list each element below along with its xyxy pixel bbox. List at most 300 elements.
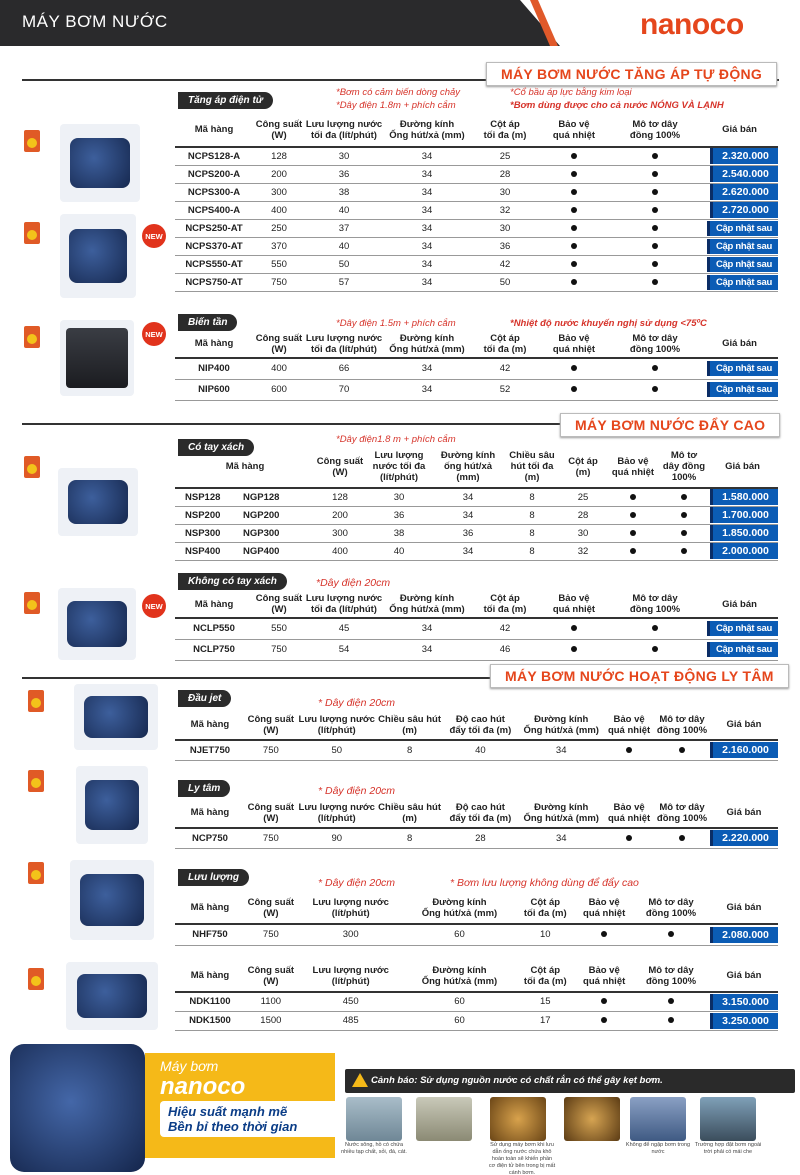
col-header: Công suất (W) xyxy=(245,892,297,924)
col-header: Cột áp (m) xyxy=(561,446,605,488)
check-dot-icon xyxy=(601,1017,607,1023)
spec-cell: 300 xyxy=(297,924,405,945)
col-header: Cột áp tối đa (m) xyxy=(471,330,539,358)
table-row xyxy=(175,542,778,560)
new-badge: NEW xyxy=(142,594,166,618)
note: *Dây điện 20cm xyxy=(316,577,391,589)
col-header: Mã hàng xyxy=(175,710,245,740)
feature-cell xyxy=(609,183,701,201)
spec-cell: 57 xyxy=(305,273,383,291)
table-row xyxy=(175,618,778,639)
spec-cell: 34 xyxy=(383,255,471,273)
price-cell xyxy=(701,618,778,639)
price-tag: 1.700.000 xyxy=(710,507,778,523)
product-code-alt: NGP400 xyxy=(243,545,280,557)
price-cell xyxy=(707,524,778,542)
promo-brand: nanoco xyxy=(160,1073,246,1100)
col-header: Cột áp tối đa (m) xyxy=(514,892,576,924)
spec-cell: 34 xyxy=(383,237,471,255)
spec-cell: 60 xyxy=(405,1011,515,1030)
price-tag: Cập nhật sau xyxy=(707,361,778,376)
feature-cell xyxy=(661,488,707,506)
col-header: Bảo vệ quá nhiệt xyxy=(539,113,609,147)
product-code: NJET750 xyxy=(175,740,245,760)
spec-cell: 25 xyxy=(561,488,605,506)
col-header: Đường kính Ống hút/xả (mm) xyxy=(518,710,604,740)
col-header: Công suất (W) xyxy=(253,330,305,358)
table-row xyxy=(175,201,778,219)
table-row xyxy=(175,255,778,273)
section-title-centrifugal: MÁY BƠM NƯỚC HOẠT ĐỘNG LY TÂM xyxy=(490,664,789,688)
section-title-booster: MÁY BƠM NƯỚC TĂNG ÁP TỰ ĐỘNG xyxy=(486,62,777,86)
price-cell xyxy=(710,828,778,848)
table-row xyxy=(175,183,778,201)
product-image xyxy=(60,214,136,298)
check-dot-icon xyxy=(681,530,687,536)
col-header: Giá bán xyxy=(710,710,778,740)
table-row xyxy=(175,506,778,524)
feature-cell xyxy=(609,147,701,165)
check-dot-icon xyxy=(668,931,674,937)
table-row xyxy=(175,147,778,165)
spec-cell: 750 xyxy=(253,273,305,291)
feature-cell xyxy=(539,237,609,255)
promo-slogan xyxy=(160,1101,340,1137)
price-tag: Cập nhật sau xyxy=(707,642,778,657)
col-header: Mã hàng xyxy=(175,330,253,358)
spec-cell: 42 xyxy=(471,255,539,273)
spec-cell: 38 xyxy=(365,524,433,542)
price-cell xyxy=(701,165,778,183)
spec-cell: 46 xyxy=(471,639,539,660)
price-cell xyxy=(701,201,778,219)
table-row xyxy=(175,219,778,237)
feature-cell xyxy=(605,542,661,560)
product-code: NCPS128-A xyxy=(175,147,253,165)
award-badge-icon xyxy=(28,770,44,792)
feature-cell xyxy=(609,255,701,273)
price-tag: 2.540.000 xyxy=(710,166,778,182)
river-photo xyxy=(346,1097,402,1141)
col-header: Bảo vệ quá nhiệt xyxy=(604,710,654,740)
table-row xyxy=(175,828,778,848)
feature-cell xyxy=(609,165,701,183)
product-code: NCPS250-AT xyxy=(175,219,253,237)
check-dot-icon xyxy=(571,365,577,371)
category-label-electronic: Tăng áp điện tử xyxy=(178,92,273,109)
feature-cell xyxy=(576,992,632,1011)
check-dot-icon xyxy=(571,243,577,249)
check-dot-icon xyxy=(571,171,577,177)
feature-cell xyxy=(609,237,701,255)
check-dot-icon xyxy=(571,261,577,267)
spec-cell: 36 xyxy=(433,524,503,542)
table-row xyxy=(175,992,778,1011)
note: *Dây điện1.8 m + phích cắm xyxy=(336,434,456,445)
feature-cell xyxy=(539,219,609,237)
spec-cell: 40 xyxy=(365,542,433,560)
spec-cell: 40 xyxy=(443,740,519,760)
product-code-alt: NGP200 xyxy=(243,509,280,521)
photo-caption: Nước sông, hồ có chứa nhiều tạp chất, sỏi, đá, cát. xyxy=(341,1142,407,1155)
feature-cell xyxy=(539,639,609,660)
col-header: Bảo vệ quá nhiệt xyxy=(605,446,661,488)
category-label-inverter: Biến tần xyxy=(178,314,237,331)
spec-cell: 30 xyxy=(365,488,433,506)
price-tag: 1.850.000 xyxy=(710,525,778,541)
price-cell xyxy=(710,740,778,760)
table-row xyxy=(175,165,778,183)
spec-cell: 34 xyxy=(518,740,604,760)
spec-cell: 50 xyxy=(471,273,539,291)
code-cell xyxy=(175,524,315,542)
col-header: Chiều sâu hút tối đa (m) xyxy=(503,446,561,488)
price-tag: Cập nhật sau xyxy=(707,621,778,636)
check-dot-icon xyxy=(571,225,577,231)
spec-cell: 200 xyxy=(315,506,365,524)
col-header: Mã hàng xyxy=(175,892,245,924)
price-tag: 2.620.000 xyxy=(710,184,778,200)
col-header: Mã hàng xyxy=(175,113,253,147)
check-dot-icon xyxy=(652,386,658,392)
spec-cell: 600 xyxy=(253,379,305,400)
spec-cell: 34 xyxy=(433,488,503,506)
spec-cell: 28 xyxy=(561,506,605,524)
spec-cell: 8 xyxy=(377,740,443,760)
booster-table xyxy=(175,113,778,292)
col-header: Giá bán xyxy=(701,113,778,147)
price-cell xyxy=(701,273,778,291)
no-handle-table xyxy=(175,591,778,661)
price-cell xyxy=(710,992,778,1011)
col-header: Giá bán xyxy=(701,330,778,358)
product-code: NCP750 xyxy=(175,828,245,848)
spec-cell: 34 xyxy=(383,379,471,400)
table-row xyxy=(175,358,778,379)
price-cell xyxy=(701,219,778,237)
table-row xyxy=(175,488,778,506)
price-tag: 2.000.000 xyxy=(710,543,778,559)
col-header: Bảo vệ quá nhiệt xyxy=(539,330,609,358)
spec-cell: 34 xyxy=(383,273,471,291)
spec-cell: 34 xyxy=(383,618,471,639)
col-header: Đường kính Ống hút/xả (mm) xyxy=(383,330,471,358)
feature-cell xyxy=(604,828,654,848)
price-cell xyxy=(707,506,778,524)
price-tag: Cập nhật sau xyxy=(707,257,778,272)
product-code: NCLP550 xyxy=(175,618,253,639)
feature-cell xyxy=(609,201,701,219)
spec-cell: 200 xyxy=(253,165,305,183)
warning-icon xyxy=(352,1073,368,1087)
price-cell xyxy=(701,255,778,273)
col-header: Công suất (W) xyxy=(253,113,305,147)
spec-cell: 370 xyxy=(253,237,305,255)
spec-cell: 300 xyxy=(315,524,365,542)
award-badge-icon xyxy=(28,862,44,884)
feature-cell xyxy=(539,358,609,379)
price-tag: 3.150.000 xyxy=(710,994,778,1010)
feature-cell xyxy=(632,924,710,945)
feature-cell xyxy=(576,924,632,945)
col-header: Lưu lượng nước tối đa (lít/phút) xyxy=(305,113,383,147)
spec-cell: 42 xyxy=(471,358,539,379)
col-header: Mã hàng xyxy=(175,798,245,828)
feature-cell xyxy=(604,740,654,760)
feature-cell xyxy=(661,506,707,524)
spec-cell: 10 xyxy=(514,924,576,945)
col-header: Lưu lượng nước (lít/phút) xyxy=(297,960,405,992)
col-header: Cột áp tối đa (m) xyxy=(514,960,576,992)
spec-cell: 50 xyxy=(305,255,383,273)
col-header: Cột áp tối đa (m) xyxy=(471,113,539,147)
spec-cell: 28 xyxy=(443,828,519,848)
category-label-jet: Đầu jet xyxy=(178,690,231,707)
check-dot-icon xyxy=(626,747,632,753)
product-code: NCPS400-A xyxy=(175,201,253,219)
product-image xyxy=(60,124,140,202)
product-image xyxy=(58,588,136,660)
price-cell xyxy=(710,1011,778,1030)
check-dot-icon xyxy=(652,243,658,249)
spec-cell: 50 xyxy=(297,740,377,760)
price-tag: 1.580.000 xyxy=(710,489,778,505)
price-tag: Cập nhật sau xyxy=(707,275,778,290)
section-title-high-lift: MÁY BƠM NƯỚC ĐẨY CAO xyxy=(560,413,780,437)
award-badge-icon xyxy=(24,326,40,348)
table-row xyxy=(175,740,778,760)
col-header: Mã hàng xyxy=(175,960,245,992)
price-cell xyxy=(701,379,778,400)
note: *Dây điện 1.5m + phích cắm xyxy=(336,318,456,329)
spec-cell: 34 xyxy=(433,542,503,560)
check-dot-icon xyxy=(652,225,658,231)
award-badge-icon xyxy=(24,456,40,478)
feature-cell xyxy=(661,524,707,542)
note: *Cổ bầu áp lực bằng kim loại xyxy=(510,87,632,98)
table-row xyxy=(175,524,778,542)
col-header: Độ cao hút đẩy tối đa (m) xyxy=(443,710,519,740)
feature-cell xyxy=(605,488,661,506)
col-header: Độ cao hút đẩy tối đa (m) xyxy=(443,798,519,828)
centrifugal-table xyxy=(175,798,778,849)
check-dot-icon xyxy=(630,512,636,518)
product-image xyxy=(66,962,158,1030)
check-dot-icon xyxy=(626,835,632,841)
spec-cell: 17 xyxy=(514,1011,576,1030)
warning-banner xyxy=(345,1069,795,1093)
col-header: Lưu lượng nước tối đa (lít/phút) xyxy=(305,591,383,618)
table-row xyxy=(175,273,778,291)
col-header: Giá bán xyxy=(710,892,778,924)
spec-cell: 40 xyxy=(305,237,383,255)
col-header: Cột áp tối đa (m) xyxy=(471,591,539,618)
product-image xyxy=(76,766,148,844)
promo-slogan-line: Hiệu suất mạnh mẽ xyxy=(168,1104,288,1119)
spec-cell: 8 xyxy=(377,828,443,848)
spec-cell: 34 xyxy=(383,183,471,201)
spec-cell: 128 xyxy=(315,488,365,506)
spec-cell: 36 xyxy=(471,237,539,255)
price-cell xyxy=(707,542,778,560)
check-dot-icon xyxy=(668,998,674,1004)
price-tag: 2.160.000 xyxy=(710,742,778,758)
col-header: Công suất (W) xyxy=(245,710,297,740)
spec-cell: 36 xyxy=(365,506,433,524)
check-dot-icon xyxy=(652,207,658,213)
note: * Dây điện 20cm xyxy=(318,785,396,797)
check-dot-icon xyxy=(652,365,658,371)
award-badge-icon xyxy=(24,130,40,152)
new-badge: NEW xyxy=(142,322,166,346)
col-header: Đường kính Ống hút/xả (mm) xyxy=(405,892,515,924)
feature-cell xyxy=(609,379,701,400)
code-cell xyxy=(175,542,315,560)
spec-cell: 52 xyxy=(471,379,539,400)
spec-cell: 90 xyxy=(297,828,377,848)
col-header: Công suất (W) xyxy=(315,446,365,488)
feature-cell xyxy=(609,639,701,660)
spec-cell: 8 xyxy=(503,524,561,542)
note: * Dây điện 20cm xyxy=(318,877,396,889)
spec-cell: 30 xyxy=(305,147,383,165)
check-dot-icon xyxy=(571,386,577,392)
note: * Dây điện 20cm xyxy=(318,697,396,709)
col-header: Mô tơ dây đồng 100% xyxy=(609,330,701,358)
product-code: NCPS200-A xyxy=(175,165,253,183)
col-header: Bảo vệ quá nhiệt xyxy=(576,960,632,992)
col-header: Mô tơ dây đồng 100% xyxy=(654,798,710,828)
price-tag: Cập nhật sau xyxy=(707,382,778,397)
col-header: Đường kính Ống hút/xả (mm) xyxy=(405,960,515,992)
col-header: Giá bán xyxy=(707,446,778,488)
stream-photo xyxy=(416,1097,472,1141)
spec-cell: 30 xyxy=(561,524,605,542)
photo-caption: Không để ngập bơm trong nước xyxy=(625,1142,691,1155)
impeller-photo xyxy=(564,1097,620,1141)
spec-cell: 30 xyxy=(471,219,539,237)
product-image xyxy=(60,320,134,396)
product-code-alt: NGP300 xyxy=(243,527,280,539)
col-header: Đường kính Ống hút/xả (mm) xyxy=(518,798,604,828)
price-cell xyxy=(701,358,778,379)
feature-cell xyxy=(539,273,609,291)
product-code: NDK1500 xyxy=(175,1011,245,1030)
table-row xyxy=(175,639,778,660)
col-header: Bảo vệ quá nhiệt xyxy=(604,798,654,828)
spec-cell: 42 xyxy=(471,618,539,639)
spec-cell: 34 xyxy=(383,147,471,165)
spec-cell: 25 xyxy=(471,147,539,165)
feature-cell xyxy=(609,219,701,237)
spec-cell: 400 xyxy=(315,542,365,560)
col-header: Lưu lượng nước tối đa (lít/phút) xyxy=(305,330,383,358)
flow-table xyxy=(175,892,778,946)
feature-cell xyxy=(539,165,609,183)
spec-cell: 550 xyxy=(253,255,305,273)
product-code: NHF750 xyxy=(175,924,245,945)
table-row xyxy=(175,379,778,400)
check-dot-icon xyxy=(652,171,658,177)
page-title: MÁY BƠM NƯỚC xyxy=(22,12,168,31)
spec-cell: 750 xyxy=(245,828,297,848)
spec-cell: 8 xyxy=(503,506,561,524)
feature-cell xyxy=(539,255,609,273)
feature-cell xyxy=(539,618,609,639)
col-header: Bảo vệ quá nhiệt xyxy=(576,892,632,924)
note: *Nhiệt độ nước khuyến nghị sử dụng <75ºC xyxy=(510,318,707,329)
feature-cell xyxy=(605,506,661,524)
table-row xyxy=(175,1011,778,1030)
spec-cell: 32 xyxy=(471,201,539,219)
col-header: Công suất (W) xyxy=(253,591,305,618)
impeller-photo xyxy=(490,1097,546,1141)
check-dot-icon xyxy=(571,207,577,213)
spec-cell: 34 xyxy=(383,165,471,183)
spec-cell: 70 xyxy=(305,379,383,400)
check-dot-icon xyxy=(652,189,658,195)
promo-slogan-line: Bền bỉ theo thời gian xyxy=(168,1119,298,1134)
spec-cell: 28 xyxy=(471,165,539,183)
outdoor-pump-photo xyxy=(700,1097,756,1141)
award-badge-icon xyxy=(28,690,44,712)
check-dot-icon xyxy=(601,931,607,937)
product-code: NCPS300-A xyxy=(175,183,253,201)
handle-table xyxy=(175,446,778,561)
category-label-no-handle: Không có tay xách xyxy=(178,573,287,590)
col-header: Mô tơ dây đồng 100% xyxy=(654,710,710,740)
col-header: Chiều sâu hút (m) xyxy=(377,710,443,740)
category-label-handle: Có tay xách xyxy=(178,439,254,456)
check-dot-icon xyxy=(601,998,607,1004)
product-code: NIP600 xyxy=(175,379,253,400)
price-cell xyxy=(701,639,778,660)
feature-cell xyxy=(539,147,609,165)
feature-cell xyxy=(605,524,661,542)
check-dot-icon xyxy=(571,625,577,631)
check-dot-icon xyxy=(652,625,658,631)
spec-cell: 66 xyxy=(305,358,383,379)
col-header: Giá bán xyxy=(701,591,778,618)
price-tag: Cập nhật sau xyxy=(707,239,778,254)
photo-caption: Trường hợp đặt bơm ngoài trời phải có mái che xyxy=(694,1142,762,1155)
price-cell xyxy=(710,924,778,945)
promo-pump-image xyxy=(10,1044,145,1172)
spec-cell: 34 xyxy=(383,201,471,219)
spec-cell: 300 xyxy=(253,183,305,201)
price-cell xyxy=(701,147,778,165)
product-image xyxy=(70,860,154,940)
ndk-table xyxy=(175,960,778,1031)
check-dot-icon xyxy=(630,530,636,536)
spec-cell: 400 xyxy=(253,201,305,219)
spec-cell: 34 xyxy=(383,219,471,237)
col-header: Mô tơ dây đồng 100% xyxy=(661,446,707,488)
spec-cell: 37 xyxy=(305,219,383,237)
col-header: Công suất (W) xyxy=(245,798,297,828)
col-header: Đường kính ống hút/xả (mm) xyxy=(433,446,503,488)
spec-cell: 34 xyxy=(433,506,503,524)
check-dot-icon xyxy=(652,153,658,159)
spec-cell: 1100 xyxy=(245,992,297,1011)
spec-cell: 60 xyxy=(405,924,515,945)
spec-cell: 38 xyxy=(305,183,383,201)
col-header: Đường kính Ống hút/xả (mm) xyxy=(383,591,471,618)
feature-cell xyxy=(539,379,609,400)
check-dot-icon xyxy=(630,548,636,554)
check-dot-icon xyxy=(679,747,685,753)
warning-text: Cảnh báo: Sử dụng nguồn nước có chất rắn có thể gây kẹt bơm. xyxy=(371,1075,663,1086)
